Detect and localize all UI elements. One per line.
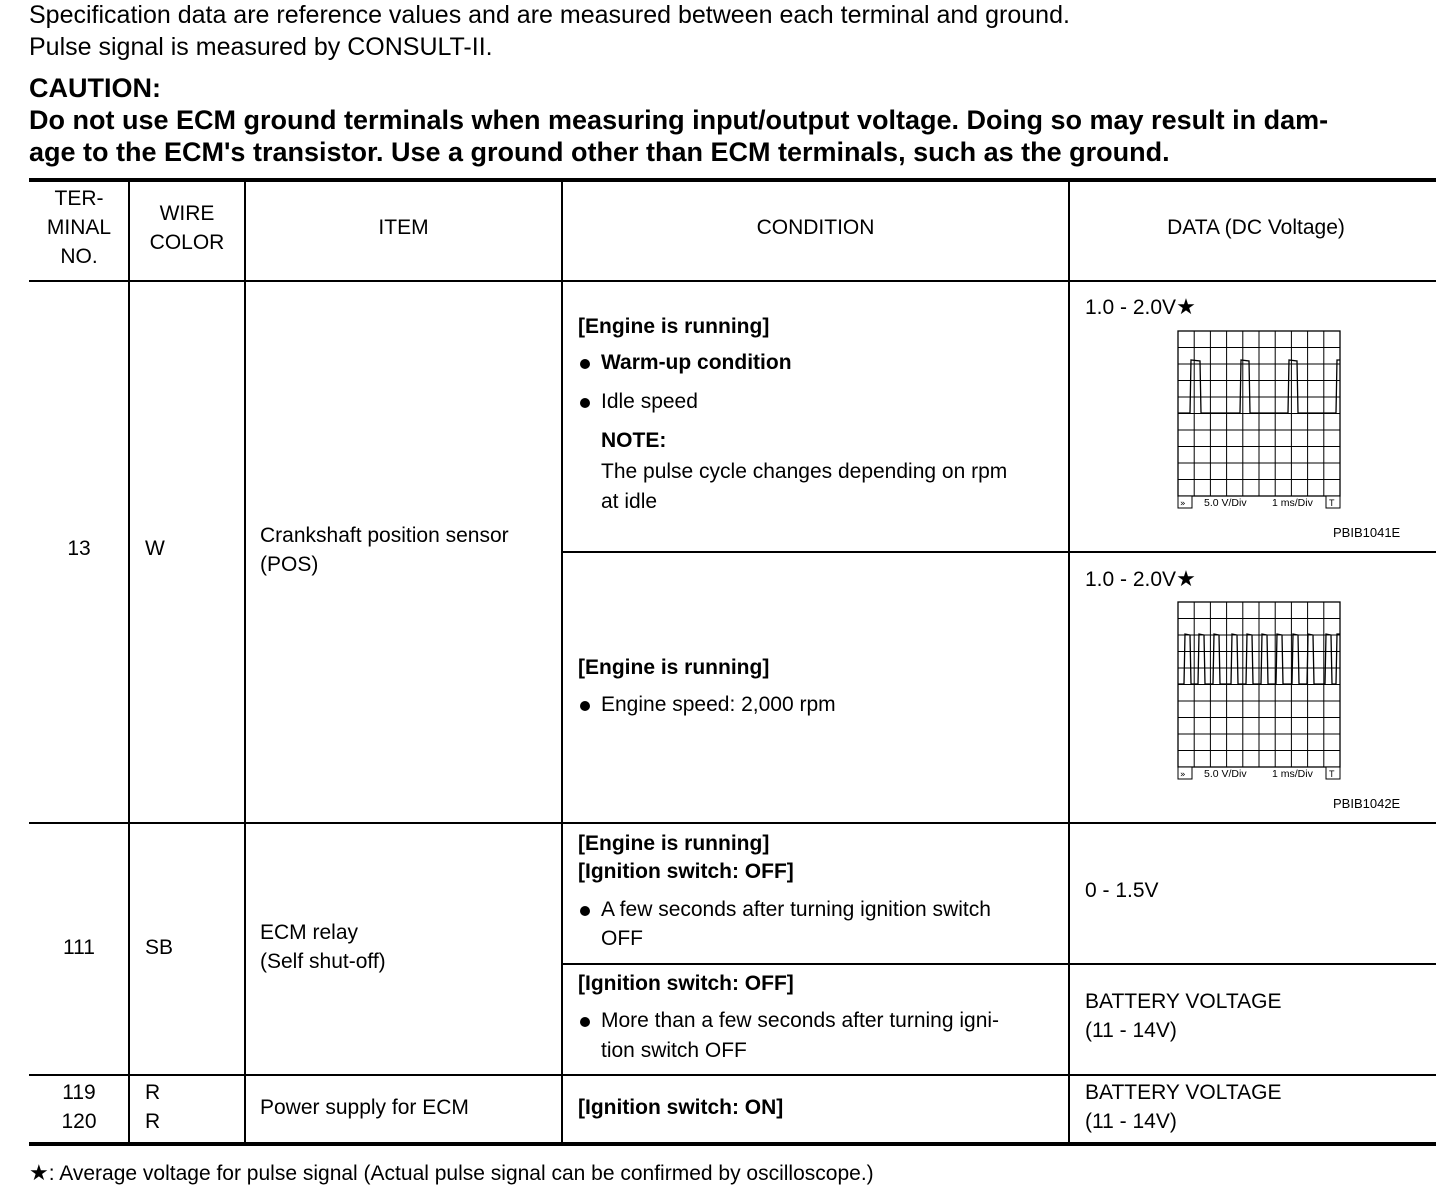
row119-item: Power supply for ECM [260,1096,469,1119]
header-terminal-l3: NO. [60,245,98,268]
row13-c1-bullet-1: Warm-up condition [601,351,792,374]
row111-c2-title: [Ignition switch: OFF] [578,972,794,995]
row111-terminal: 111 [63,936,95,959]
intro-line-2: Pulse signal is measured by CONSULT-II. [29,33,493,61]
row119-wire-1: R [145,1081,161,1104]
row119-d-l1: BATTERY VOLTAGE [1085,1081,1282,1104]
row13-item-l1: Crankshaft position sensor [260,524,509,547]
header-wire-color [130,199,244,257]
scope1-tdiv: 1 ms/Div [1272,497,1313,509]
header-terminal-l2: MINAL [46,216,112,239]
row13-d1-value [1085,292,1196,322]
oscilloscope-waveform-idle [1176,330,1342,510]
row13-c1-title: [Engine is running] [578,315,770,338]
row13-terminal: 13 [67,537,91,560]
svg-text:»: » [1180,499,1186,509]
row13-c1-bullet-2: Idle speed [601,390,698,413]
col-divider-2 [244,180,246,1144]
header-data: DATA (DC Voltage) [1167,216,1345,239]
row13-split-rule [562,551,1436,553]
bullet-icon [580,1017,590,1027]
row13-wire: W [145,537,165,560]
row13-d2-value [1085,564,1196,594]
col-divider-1 [128,180,130,1144]
star-icon: ★ [29,1160,49,1185]
col-divider-3 [561,180,563,1144]
row111-c1-title-2: [Ignition switch: OFF] [578,860,794,883]
row13-d1-value-text: 1.0 - 2.0V [1085,296,1177,319]
row119-wire-2: R [145,1110,161,1133]
bullet-icon [580,701,590,711]
row111-split-rule [562,963,1436,965]
header-wire-l2: COLOR [149,231,225,254]
row13-c2-bullet-1: Engine speed: 2,000 rpm [601,693,836,716]
row13-c1-note-title: NOTE: [601,429,667,452]
row13-c1-note-l1: The pulse cycle changes depending on rpm [601,460,1008,483]
row119-terminal-1: 119 [62,1081,96,1104]
table-top-rule [29,178,1436,182]
row111-c2-bullet-l1: More than a few seconds after turning igni- [601,1009,1000,1032]
row111-c1-bullet-l1: A few seconds after turning ignition switch [601,898,991,921]
row119-condition: [Ignition switch: ON] [578,1096,784,1119]
table-bottom-rule [29,1142,1436,1146]
svg-text:T: T [1329,498,1335,508]
row111-bottom-rule [29,1074,1436,1076]
oscilloscope-waveform-2000rpm [1176,601,1342,781]
row111-c2-bullet-l2: tion switch OFF [601,1039,747,1062]
row111-wire: SB [145,936,174,959]
row119-d-l2: (11 - 14V) [1085,1110,1177,1133]
row111-d2-l1: BATTERY VOLTAGE [1085,990,1282,1013]
svg-text:»: » [1180,770,1186,780]
header-condition: CONDITION [756,216,875,239]
header-terminal [29,184,129,271]
bullet-icon [580,359,590,369]
col-divider-4 [1068,180,1070,1144]
header-terminal-l1: TER- [54,187,104,210]
star-icon: ★ [1176,294,1196,319]
star-icon: ★ [1176,566,1196,591]
row13-d2-value-text: 1.0 - 2.0V [1085,568,1177,591]
row111-d2-l2: (11 - 14V) [1085,1019,1177,1042]
header-item: ITEM [378,216,429,239]
row119-terminal-2: 120 [61,1110,97,1133]
row13-bottom-rule [29,822,1436,824]
row111-c1-title-1: [Engine is running] [578,832,770,855]
caution-line-2: age to the ECM's transistor. Use a ground other than ECM terminals, such as the ground. [29,137,1170,167]
row111-item-l1: ECM relay [260,921,359,944]
caution-title: CAUTION: [29,73,161,103]
bullet-icon [580,906,590,916]
svg-text:T: T [1329,769,1335,779]
header-wire-l1: WIRE [159,202,215,225]
scope2-tdiv: 1 ms/Div [1272,768,1313,780]
row111-item-l2: (Self shut-off) [260,950,386,973]
intro-line-1: Specification data are reference values and are measured between each terminal and ground. [29,1,1070,29]
bullet-icon [580,398,590,408]
footnote [29,1158,874,1188]
row111-c1-bullet-l2: OFF [601,927,643,950]
row13-d1-figure-code: PBIB1041E [1333,525,1401,540]
row13-item-l2: (POS) [260,553,319,576]
row13-d2-figure-code: PBIB1042E [1333,796,1401,811]
header-rule [29,280,1436,282]
row13-c1-note-l2: at idle [601,490,658,513]
row13-c2-title: [Engine is running] [578,656,770,679]
scope1-vdiv: 5.0 V/Div [1204,497,1247,509]
footnote-text: : Average voltage for pulse signal (Actual pulse signal can be confirmed by oscilloscope.) [48,1162,874,1185]
caution-line-1: Do not use ECM ground terminals when measuring input/output voltage. Doing so may result in dam- [29,105,1329,135]
scope2-vdiv: 5.0 V/Div [1204,768,1247,780]
row111-d1-value: 0 - 1.5V [1085,879,1159,902]
